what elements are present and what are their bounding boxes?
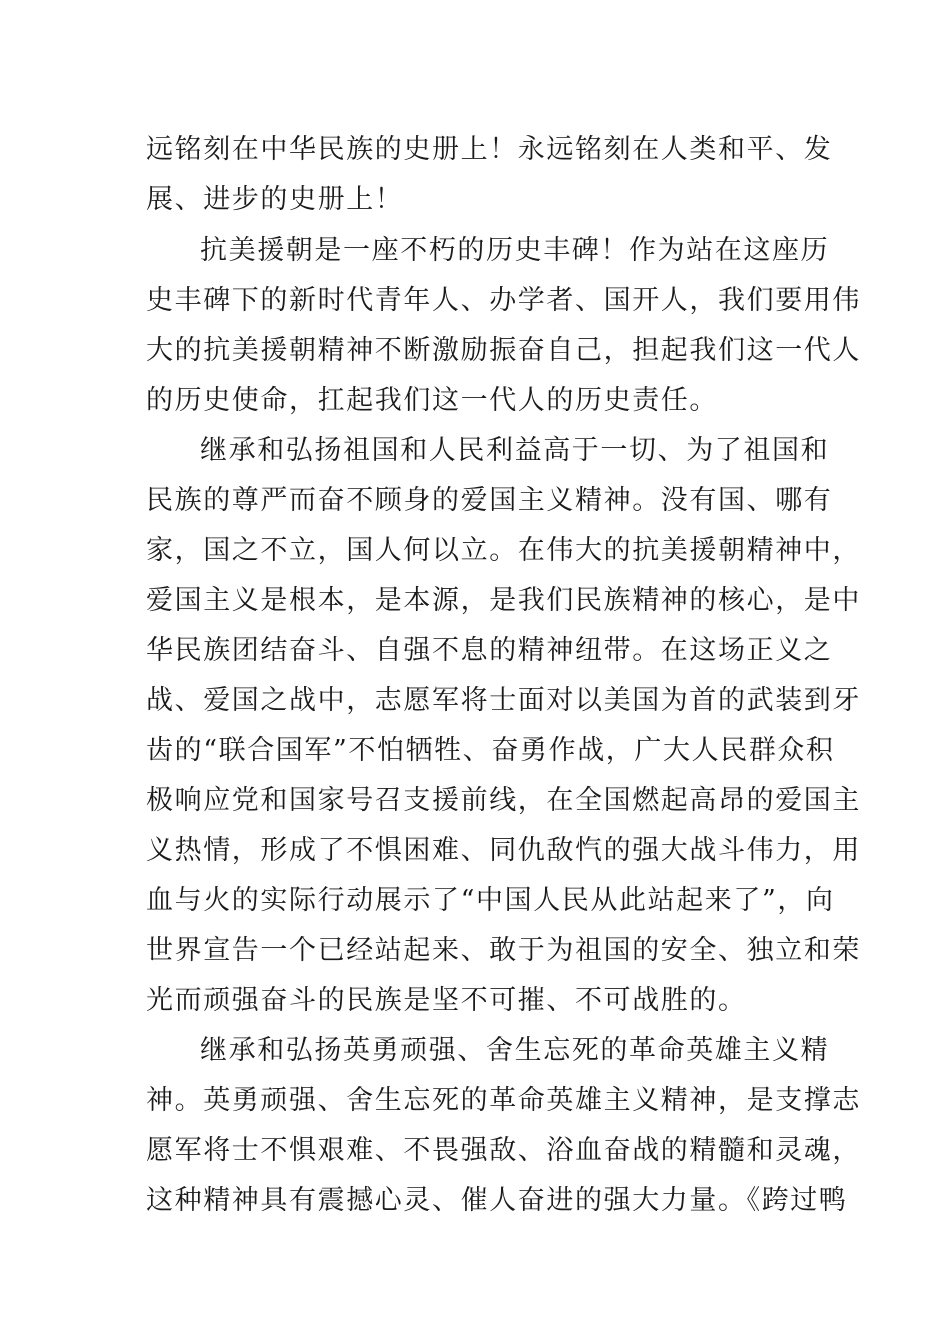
text-line: 大的抗美援朝精神不断激励振奋自己，担起我们这一代人 — [146, 335, 861, 366]
text-line: 义热情，形成了不惧困难、同仇敌忾的强大战斗伟力，用 — [146, 835, 861, 866]
text-line: 继承和弘扬祖国和人民利益高于一切、为了祖国和 — [200, 435, 830, 466]
text-line: 展、进步的史册上！ — [146, 184, 404, 215]
text-line: 华民族团结奋斗、自强不息的精神纽带。在这场正义之 — [146, 635, 833, 666]
text-line: 光而顽强奋斗的民族是坚不可摧、不可战胜的。 — [146, 985, 747, 1016]
text-line: 抗美援朝是一座不朽的历史丰碑！作为站在这座历 — [200, 235, 830, 266]
text-line: 血与火的实际行动展示了“中国人民从此站起来了”，向 — [146, 885, 835, 916]
text-line: 的历史使命，扛起我们这一代人的历史责任。 — [146, 385, 718, 416]
text-line: 齿的“联合国军”不怕牺牲、奋勇作战，广大人民群众积 — [146, 735, 835, 766]
text-line: 远铭刻在中华民族的史册上！永远铭刻在人类和平、发 — [146, 134, 833, 165]
text-line: 这种精神具有震撼心灵、催人奋进的强大力量。《跨过鸭 — [146, 1185, 848, 1216]
text-line: 史丰碑下的新时代青年人、办学者、国开人，我们要用伟 — [146, 285, 861, 316]
text-line: 世界宣告一个已经站起来、敢于为祖国的安全、独立和荣 — [146, 935, 861, 966]
text-line: 极响应党和国家号召支援前线，在全国燃起高昂的爱国主 — [146, 785, 861, 816]
text-line: 继承和弘扬英勇顽强、舍生忘死的革命英雄主义精 — [200, 1035, 830, 1066]
text-line: 愿军将士不惧艰难、不畏强敌、浴血奋战的精髓和灵魂， — [146, 1135, 861, 1166]
text-line: 民族的尊严而奋不顾身的爱国主义精神。没有国、哪有 — [146, 485, 833, 516]
text-line: 爱国主义是根本，是本源，是我们民族精神的核心，是中 — [146, 585, 861, 616]
text-line: 家，国之不立，国人何以立。在伟大的抗美援朝精神中， — [146, 535, 861, 566]
text-line: 神。英勇顽强、舍生忘死的革命英雄主义精神，是支撑志 — [146, 1085, 861, 1116]
text-line: 战、爱国之战中，志愿军将士面对以美国为首的武装到牙 — [146, 685, 861, 716]
